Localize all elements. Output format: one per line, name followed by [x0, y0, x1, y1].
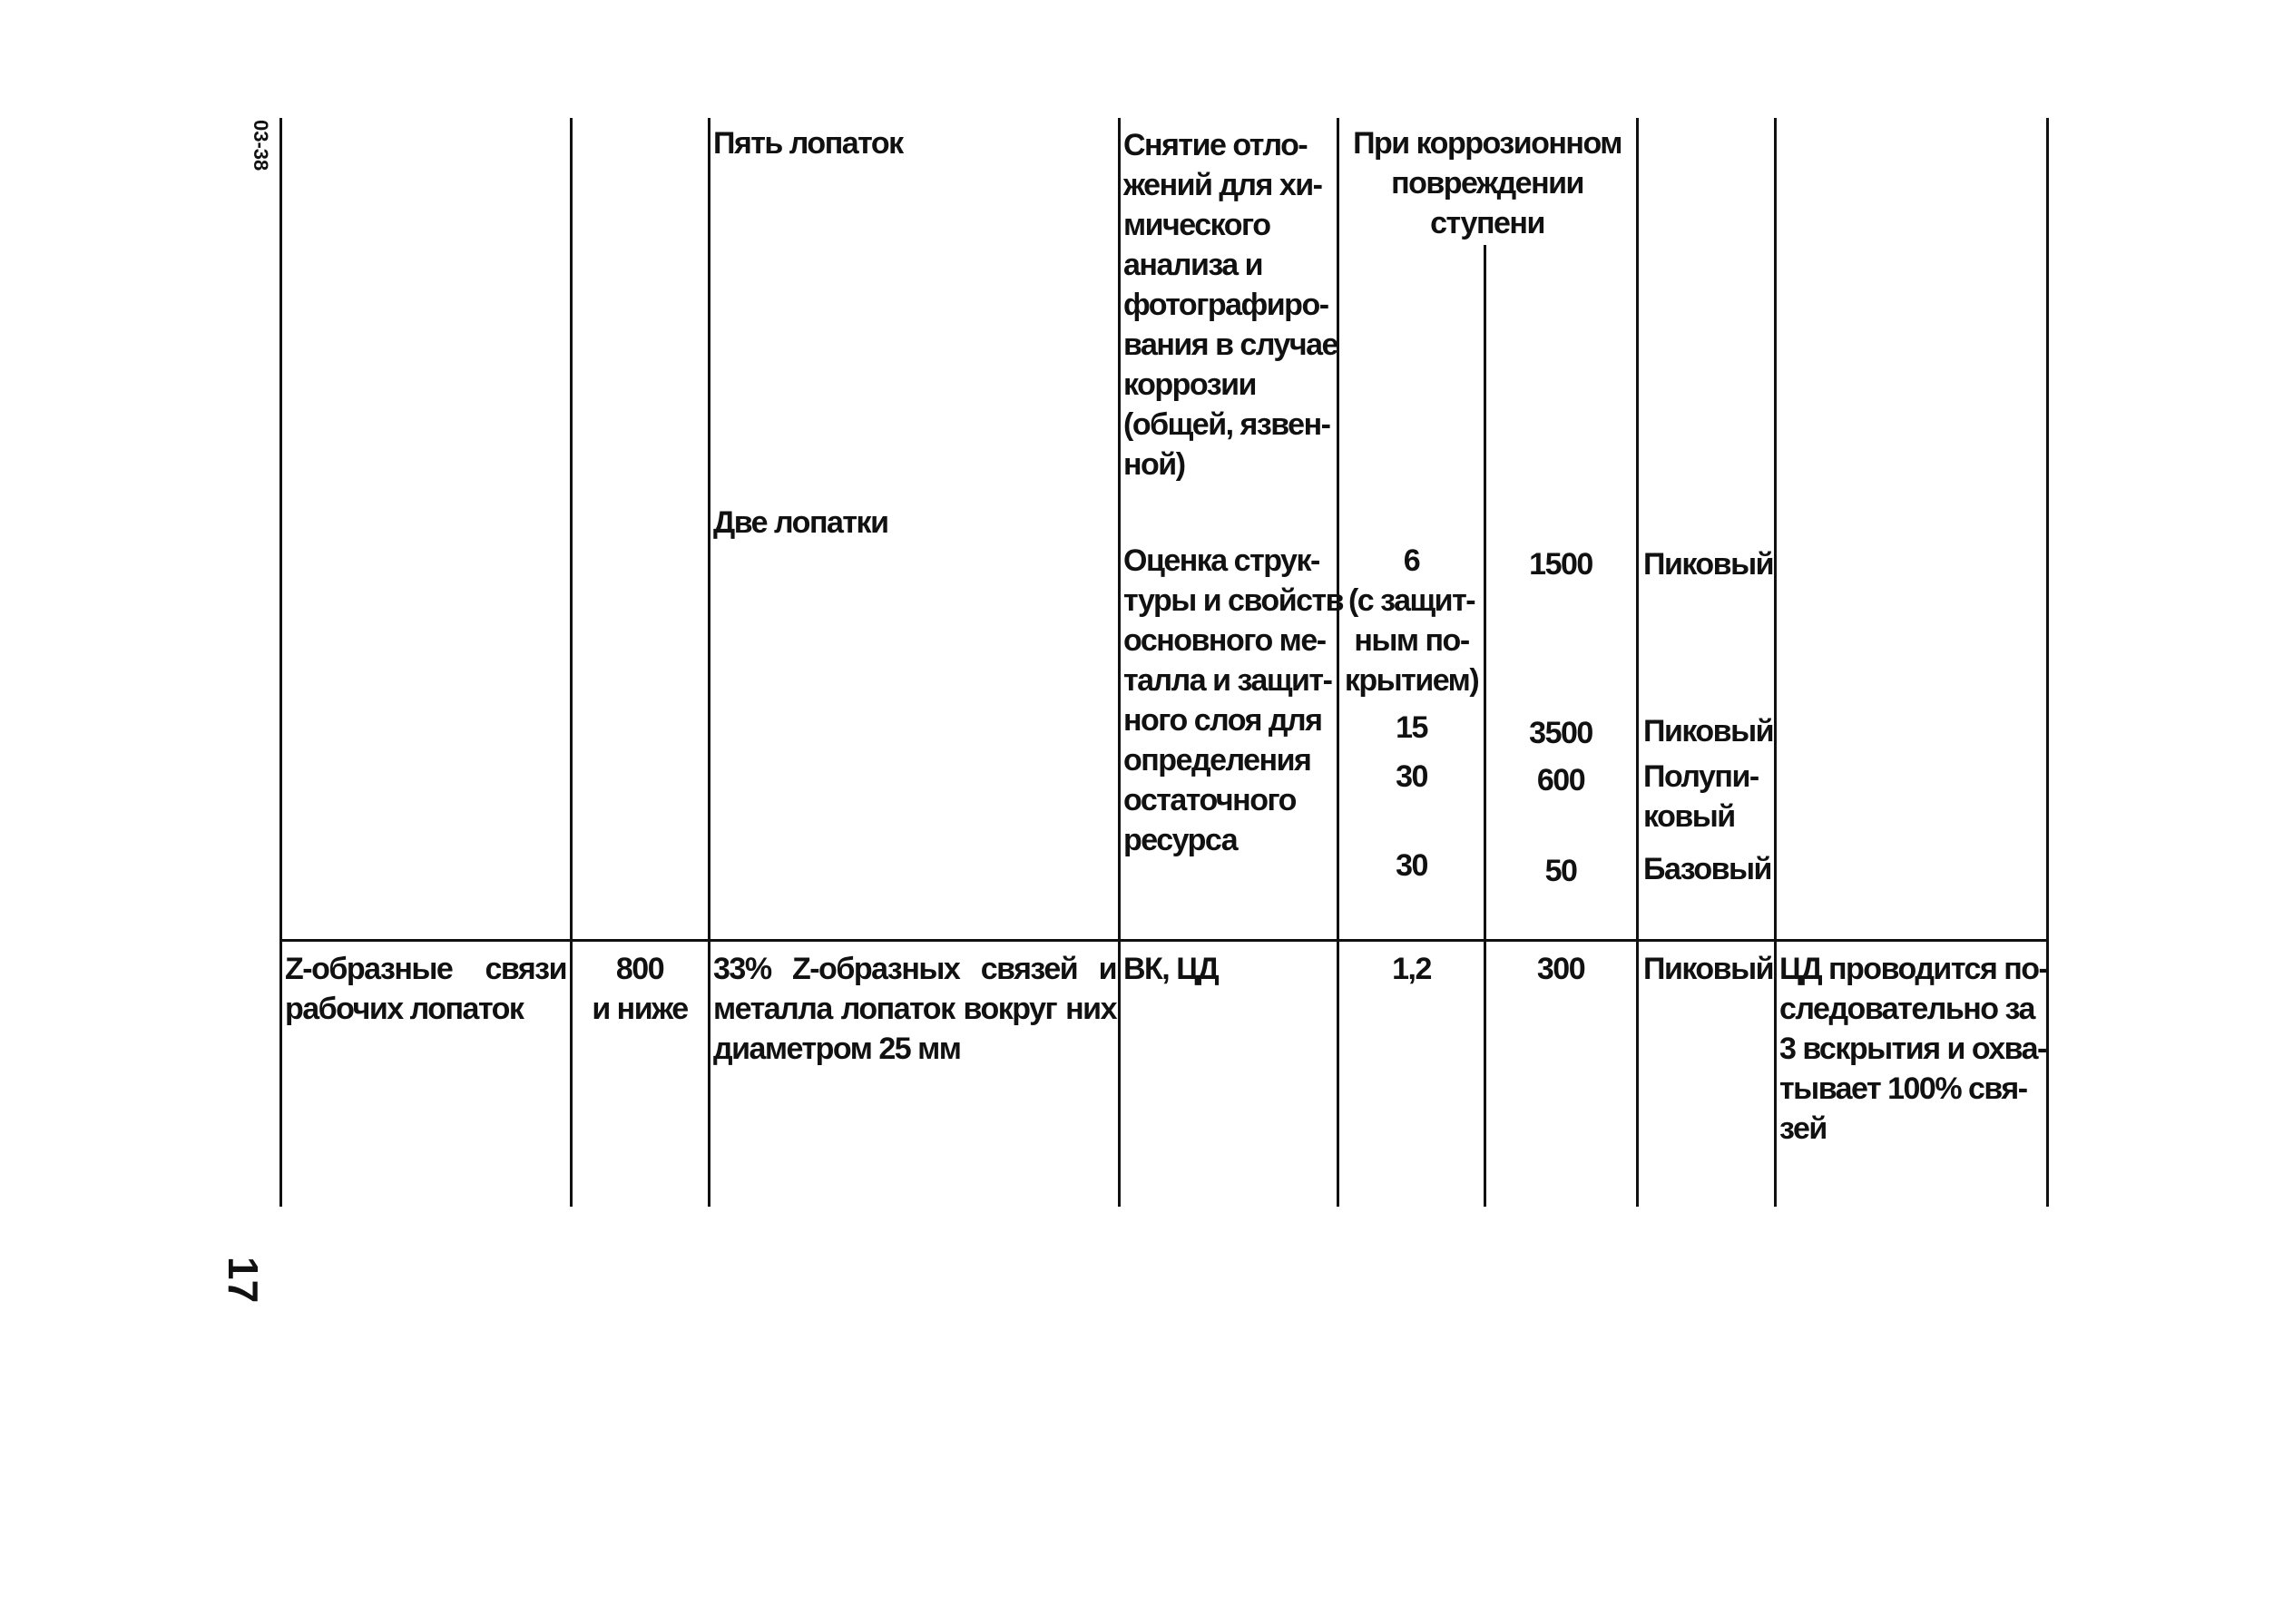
text-line: 33% Z-образных связей и	[713, 952, 1116, 986]
text-line: фотографиро-	[1123, 288, 1328, 322]
value-cell: 50	[1544, 854, 1577, 888]
text-line: 800	[615, 952, 664, 986]
row1-two-blades: Две лопатки	[713, 505, 888, 540]
text-line: коррозии	[1123, 367, 1256, 402]
col-line-g	[1636, 118, 1639, 1207]
row2-method: ВК, ЦД	[1123, 952, 1219, 986]
text-line: остаточного	[1123, 783, 1296, 817]
text-line: и ниже	[592, 992, 688, 1026]
text-line: металла лопаток вокруг них	[713, 992, 1116, 1026]
text-line: диаметром 25 мм	[713, 1032, 961, 1066]
text-line: ступени	[1430, 206, 1544, 240]
value-cell: 600	[1536, 763, 1585, 797]
row1-five-blades: Пять лопаток	[713, 126, 903, 161]
text-line: ного слоя для	[1123, 703, 1322, 738]
value-cell: 30	[1396, 848, 1427, 883]
text-line: туры и свойств	[1123, 583, 1344, 618]
text-line: следовательно за	[1779, 992, 2034, 1026]
text-line: мического	[1123, 208, 1270, 242]
col-line-c	[708, 118, 710, 1207]
value-cell: (с защит-	[1347, 583, 1475, 618]
value-cell: крытием)	[1344, 663, 1479, 698]
value-cell: ковый	[1643, 799, 1735, 834]
text-line: зей	[1779, 1111, 1827, 1146]
text-line: вания в случае	[1123, 328, 1337, 362]
col-line-f	[1484, 245, 1486, 1207]
text-line: талла и защит-	[1123, 663, 1332, 698]
text-line: основного ме-	[1123, 623, 1326, 658]
page-number: 17	[220, 1257, 267, 1304]
text-line: повреждении	[1391, 166, 1583, 201]
value-cell: 3500	[1529, 716, 1592, 750]
col-line-d	[1118, 118, 1121, 1207]
text-line: (общей, язвен-	[1123, 407, 1330, 442]
text-line: определения	[1123, 743, 1311, 778]
text-line: тывает 100% свя-	[1779, 1071, 2027, 1106]
value-cell: Полупи-	[1643, 759, 1759, 794]
text-line: Оценка струк-	[1123, 543, 1319, 578]
text-line: ЦД проводится по-	[1779, 952, 2048, 986]
col-line-h	[1774, 118, 1777, 1207]
col-line-i	[2046, 118, 2049, 1207]
value-cell: Пиковый	[1643, 714, 1774, 748]
value-cell: 6	[1403, 543, 1420, 578]
text-line: ной)	[1123, 447, 1185, 482]
text-line: рабочих лопаток	[285, 992, 524, 1026]
col-line-a	[279, 118, 282, 1207]
row2-col-f-value: 300	[1536, 952, 1585, 986]
text-line: При коррозионном	[1353, 126, 1622, 161]
row2-col-g-value: Пиковый	[1643, 952, 1774, 986]
text-line: 3 вскрытия и охва-	[1779, 1032, 2046, 1066]
row-separator	[279, 939, 2049, 942]
value-cell: ным по-	[1354, 623, 1469, 658]
row2-col-e-value: 1,2	[1392, 952, 1431, 986]
col-line-b	[570, 118, 573, 1207]
value-cell: 15	[1396, 710, 1427, 745]
value-cell: Базовый	[1643, 852, 1771, 886]
value-cell: 30	[1396, 759, 1427, 794]
value-cell: 1500	[1529, 547, 1592, 582]
value-cell: Пиковый	[1643, 547, 1774, 582]
col-line-e	[1337, 118, 1339, 1207]
text-line: ресурса	[1123, 823, 1238, 857]
text-line: жений для хи-	[1123, 168, 1322, 202]
text-line: Снятие отло-	[1123, 128, 1308, 162]
document-code: 03-38	[250, 120, 272, 171]
text-line: анализа и	[1123, 248, 1263, 282]
text-line: Z-образные связи	[285, 952, 566, 986]
